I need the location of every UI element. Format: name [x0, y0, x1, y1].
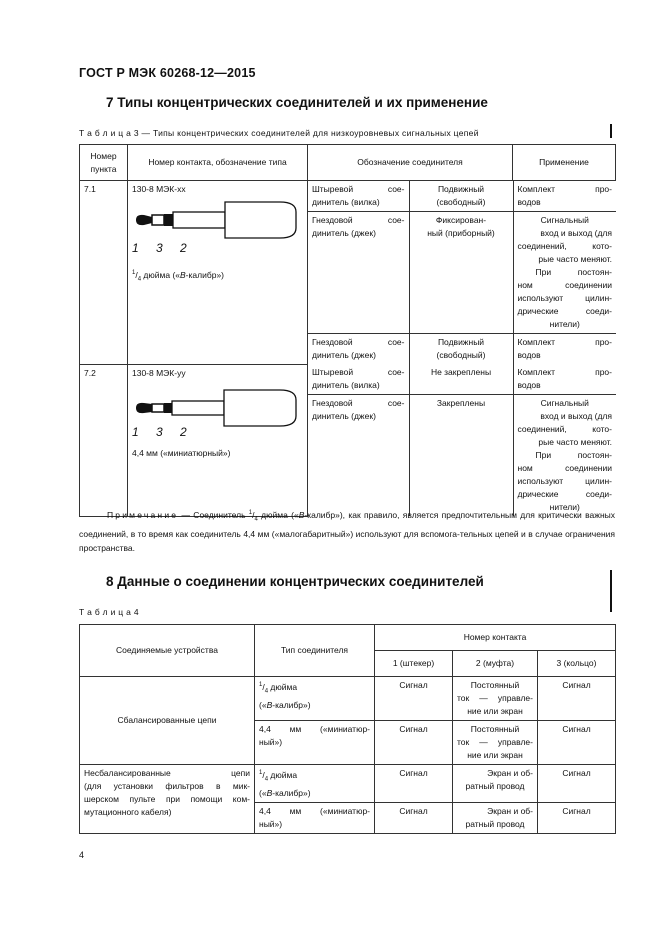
header-designation: Обозначение соединителя: [308, 145, 513, 181]
table-4-caption: Т а б л и ц а 4: [79, 607, 139, 617]
connector-application: Комплект про- водов: [517, 337, 612, 360]
contact-3-cell: Сигнал: [538, 677, 616, 721]
connector-mount: Подвижный (свободный): [409, 334, 513, 365]
type-cell: 4,4 мм («миниатюр- ный»): [255, 802, 375, 833]
subtable-7-1: [308, 181, 616, 364]
table-3-note: Примечание — Соединитель $^1/_4$ дюйма («В-калибр»), как правило, является предпочтительным для критически важных соединений, в то время как соединитель 4,4 мм («малогабаритный») используют для вспомога-тельных цепей и в случае ограничения пространства.: [79, 509, 615, 553]
device-cell: Несбалансированные цепи (для установки фильтров в мик- шерском пульте при помощи ком- мутационного кабеля): [80, 765, 255, 834]
note-text: — Соединитель: [178, 509, 249, 520]
connector-mount: Фиксирован- ный (приборный): [409, 212, 513, 334]
subtable-7-2: [308, 364, 616, 516]
connector-kind: Штыревой сое- динитель (вилка): [308, 181, 409, 212]
contact-2-cell: Постоянный ток — управле- ние или экран: [453, 721, 538, 765]
header-item-no: Номер пункта: [80, 145, 128, 181]
header-contact: Номер контакта: [375, 625, 616, 651]
fraction-num: 1: [132, 270, 136, 276]
connector-mount: Не закреплены: [409, 364, 513, 395]
list-item: [308, 334, 616, 365]
type-cell: $^1/_4$ дюйма («В-калибр»): [255, 765, 375, 803]
type-code: 130-8 МЭК-хх: [132, 184, 186, 194]
header-contact-3: 3 (кольцо): [538, 651, 616, 677]
fraction-num: 1: [248, 510, 253, 516]
type-cell: $^1/_4$ дюйма («В-калибр»): [255, 677, 375, 721]
connector-kind: Гнездовой сое- динитель (джек): [308, 395, 409, 517]
contact-3-cell: Сигнал: [538, 802, 616, 833]
table-row: [80, 677, 616, 721]
page-number: 4: [79, 850, 85, 860]
table-row: [80, 364, 616, 516]
section-8-title: 8 Данные о соединении концентрических соединителей: [106, 574, 484, 589]
contact-1-cell: Сигнал: [375, 721, 453, 765]
contact-1-cell: Сигнал: [375, 765, 453, 803]
item-number: 7.1: [80, 181, 128, 365]
connector-application: Сигнальный вход и выход (для соединений, кото- рые часто меняют. При постоян- ном соединении используют цилин- дрические соеди- нители): [517, 398, 612, 512]
jack-plug-icon: [132, 384, 302, 430]
size-text: дюйма («: [141, 269, 180, 280]
connector-kind: Гнездовой сое- динитель (джек): [308, 334, 409, 365]
contact-3-cell: Сигнал: [538, 721, 616, 765]
note-label: Примечание: [107, 509, 179, 520]
size-end: -калибр»): [185, 269, 224, 280]
connector-application: Сигнальный вход и выход (для соединений, кото- рые часто меняют. При постоян- ном соединении используют цилин- дрические соеди- нители): [513, 212, 616, 334]
connector-application: Комплект про- водов: [513, 364, 616, 395]
contact-1-cell: Сигнал: [375, 802, 453, 833]
header-contact-1: 1 (штекер): [375, 651, 453, 677]
list-item: [308, 395, 616, 517]
note-text: -калибр»), как правило, является предпочтительным для критически важных соединений, в то время как соединитель 4,4 мм («малогабаритный») используют для вспомога-тельных цепей и в случае ограничения пространства.: [79, 509, 615, 553]
fraction-den: 4: [137, 276, 142, 283]
change-bar: [610, 124, 612, 138]
fraction-den: 4: [254, 516, 258, 523]
size-label: 4,4 мм («миниатюрный»): [132, 447, 231, 458]
designation-application-cell: [308, 364, 616, 516]
contact-cell: [128, 364, 308, 516]
connector-mount: Закреплены: [409, 395, 513, 517]
contact-2-cell: Экран и об- ратный провод: [453, 765, 538, 803]
table-3-caption: Т а б л и ц а 3 — Типы концентрических соединителей для низкоуровневых сигнальных цепей: [79, 128, 479, 138]
size-italic: В: [180, 269, 186, 280]
contact-cell: [128, 181, 308, 365]
section-7-title: 7 Типы концентрических соединителей и их применение: [106, 95, 488, 110]
table-row: [80, 181, 616, 365]
header-contact-2: 2 (муфта): [453, 651, 538, 677]
table-4: [79, 624, 616, 834]
type-code: 130-8 МЭК-уу: [132, 367, 186, 378]
note-italic: В: [298, 509, 305, 520]
table-row: [80, 765, 616, 803]
list-item: [308, 212, 616, 334]
document-header: ГОСТ Р МЭК 60268-12—2015: [79, 66, 256, 80]
contact-1-cell: Сигнал: [375, 677, 453, 721]
header-contact: Номер контакта, обозначение типа: [128, 145, 308, 181]
connector-kind: Штыревой сое- динитель (вилка): [308, 364, 409, 395]
plug-contact-labels: 1 3 2: [132, 241, 194, 255]
contact-2-cell: Экран и об- ратный провод: [453, 802, 538, 833]
type-cell: 4,4 мм («миниатюр- ный»): [255, 721, 375, 765]
connector-mount: Подвижный (свободный): [409, 181, 513, 212]
connector-kind: Гнездовой сое- динитель (джек): [308, 212, 409, 334]
change-bar: [610, 570, 612, 612]
header-type: Тип соединителя: [255, 625, 375, 677]
device-cell: Сбалансированные цепи: [80, 677, 255, 765]
designation-application-cell: [308, 181, 616, 365]
contact-3-cell: Сигнал: [538, 765, 616, 803]
jack-plug-icon: [132, 198, 302, 244]
header-application: Применение: [513, 145, 616, 181]
list-item: [308, 181, 616, 212]
size-label: $^1/_4$ дюйма («В-калибр»): [132, 269, 224, 283]
list-item: [308, 364, 616, 395]
plug-contact-labels: 1 3 2: [132, 424, 194, 439]
item-number: 7.2: [80, 364, 128, 516]
table-3: [79, 144, 616, 517]
header-devices: Соединяемые устройства: [80, 625, 255, 677]
note-text: дюйма («: [257, 509, 299, 520]
connector-application: Комплект про- водов: [513, 181, 616, 212]
contact-2-cell: Постоянный ток — управле- ние или экран: [453, 677, 538, 721]
